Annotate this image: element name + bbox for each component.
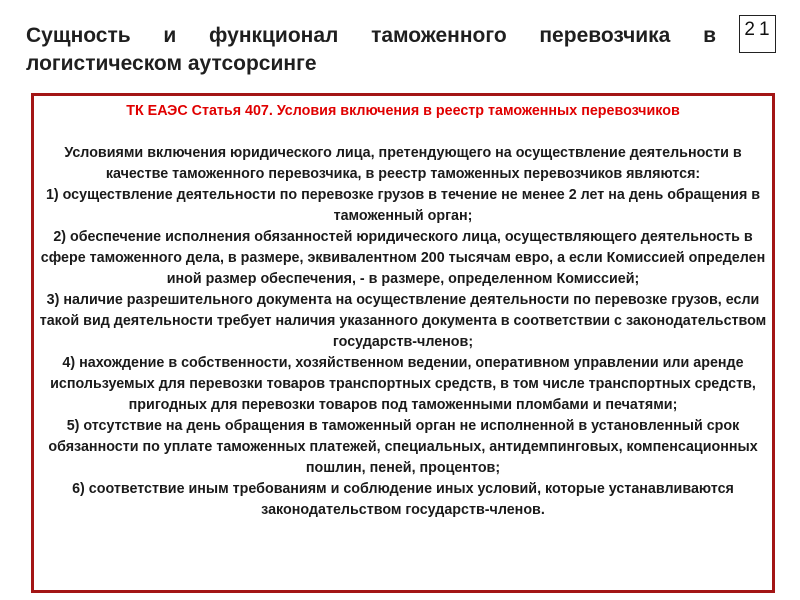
page-number-box <box>739 15 776 53</box>
condition-item-1: 1) осуществление деятельности по перевозке грузов в течение не менее 2 лет на день обращения в таможенный орган; <box>45 187 761 224</box>
slide-title: Сущность и функционал таможенного перевозчика в логистическом аутсорсинге <box>26 24 716 75</box>
article-heading: ТК ЕАЭС Статья 407. Условия включения в реестр таможенных перевозчиков <box>126 103 680 119</box>
condition-item-6: 6) соответствие иным требованиям и соблюдение иных условий, которые устанавливаются законодательством государств-членов. <box>72 481 734 518</box>
condition-item-4: 4) нахождение в собственности, хозяйственном ведении, оперативном управлении или аренде используемых для перевозки товаров транспортных средств, в том числе транспортных средств, пригодных для перевозки товаров под таможенными пломбами и печатями; <box>50 355 756 413</box>
condition-item-5: 5) отсутствие на день обращения в таможенный орган не исполненной в установленный срок обязанности по уплате таможенных платежей, специальных, антидемпинговых, компенсационных пошлин, пеней, процентов; <box>48 418 758 476</box>
intro-paragraph: Условиями включения юридического лица, претендующего на осуществление деятельности в качестве таможенного перевозчика, в реестр таможенных перевозчиков являются: <box>64 145 742 182</box>
blank-line <box>36 122 770 143</box>
page-number: 21 <box>744 19 774 40</box>
article-body <box>36 101 770 521</box>
condition-item-3: 3) наличие разрешительного документа на осуществление деятельности по перевозке грузов, если такой вид деятельности требует наличия указанного документа в соответствии с законодательством государств-членов; <box>39 292 767 350</box>
condition-item-2: 2) обеспечение исполнения обязанностей юридического лица, осуществляющего деятельность в сфере таможенного дела, в размере, эквивалентном 200 тысячам евро, а если Комиссией определен иной размер обеспечения, - в размере, определенном Комиссией; <box>40 229 766 287</box>
content-frame <box>31 93 775 593</box>
